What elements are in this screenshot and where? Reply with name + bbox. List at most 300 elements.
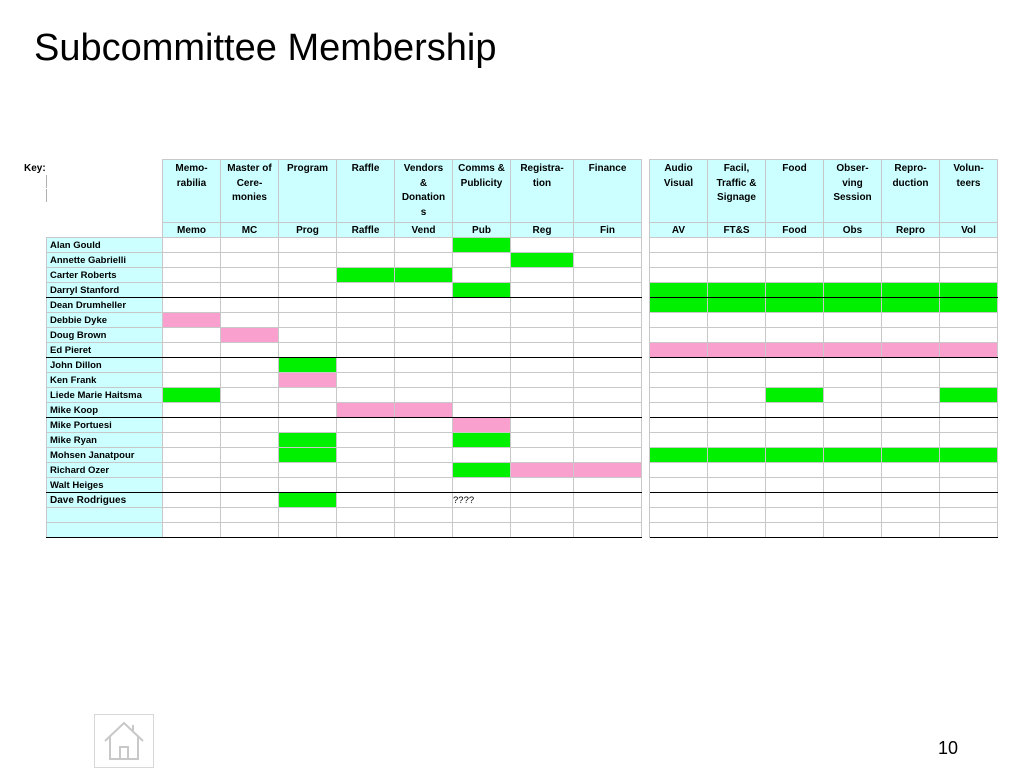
empty-cell [574,508,642,523]
empty-cell [882,268,940,283]
member-cell [650,448,708,463]
empty-cell [940,508,998,523]
member-name: Carter Roberts [47,268,163,283]
empty-cell [708,403,766,418]
empty-cell [940,403,998,418]
member-name: Dean Drumheller [47,298,163,313]
empty-cell [708,433,766,448]
column-abbreviation: Prog [279,223,337,238]
empty-cell [279,388,337,403]
table-row [47,283,998,298]
member-name: Mike Ryan [47,433,163,448]
member-cell [395,268,453,283]
empty-cell [824,388,882,403]
column-header: Food [766,160,824,223]
empty-cell [453,508,511,523]
empty-cell [882,433,940,448]
column-gap [642,373,650,388]
note-cell: ???? [453,493,511,508]
member-cell [824,298,882,313]
empty-cell [337,508,395,523]
member-cell [650,298,708,313]
empty-cell [574,433,642,448]
empty-cell [824,328,882,343]
empty-cell [511,283,574,298]
empty-cell [650,313,708,328]
lead-cell [221,328,279,343]
empty-cell [163,298,221,313]
empty-cell [708,268,766,283]
member-name: Alan Gould [47,238,163,253]
empty-cell [824,523,882,538]
empty-cell [940,523,998,538]
member-cell [766,298,824,313]
empty-cell [163,328,221,343]
member-name [47,523,163,538]
empty-cell [650,433,708,448]
empty-cell [221,448,279,463]
column-gap [642,298,650,313]
empty-cell [574,298,642,313]
empty-cell [511,238,574,253]
table-row [47,493,998,508]
empty-cell [766,403,824,418]
empty-cell [279,343,337,358]
home-button[interactable] [94,714,154,768]
member-cell [882,298,940,313]
empty-cell [650,388,708,403]
lead-cell [395,403,453,418]
member-name: Dave Rodrigues [47,493,163,508]
member-name: Darryl Stanford [47,283,163,298]
empty-cell [940,253,998,268]
empty-cell [511,343,574,358]
empty-cell [163,283,221,298]
column-gap [642,160,650,223]
empty-cell [824,238,882,253]
column-header: Vendors & Donation s [395,160,453,223]
member-cell [163,388,221,403]
empty-cell [650,493,708,508]
empty-cell [882,403,940,418]
column-gap [642,223,650,238]
member-cell [940,283,998,298]
empty-cell [766,508,824,523]
member-name: Ken Frank [47,373,163,388]
column-gap [642,463,650,478]
empty-cell [940,268,998,283]
table-row [47,268,998,283]
empty-cell [221,478,279,493]
empty-cell [574,268,642,283]
empty-cell [511,328,574,343]
lead-cell [824,343,882,358]
empty-cell [650,508,708,523]
empty-cell [766,253,824,268]
lead-cell [163,313,221,328]
empty-cell [574,493,642,508]
empty-cell [940,493,998,508]
column-gap [642,403,650,418]
column-header: Volun- teers [940,160,998,223]
empty-cell [650,403,708,418]
empty-cell [650,373,708,388]
empty-cell [221,313,279,328]
empty-cell [511,373,574,388]
empty-cell [882,253,940,268]
column-gap [642,418,650,433]
empty-cell [708,478,766,493]
empty-cell [221,388,279,403]
empty-cell [766,433,824,448]
empty-cell [453,448,511,463]
empty-cell [279,313,337,328]
member-name: Annette Gabrielli [47,253,163,268]
empty-cell [337,298,395,313]
empty-cell [824,493,882,508]
member-cell [708,283,766,298]
empty-cell [574,253,642,268]
member-name [47,508,163,523]
member-cell [511,253,574,268]
empty-cell [511,298,574,313]
empty-cell [221,238,279,253]
member-name: Mike Portuesi [47,418,163,433]
empty-cell [766,328,824,343]
empty-cell [824,433,882,448]
column-gap [642,493,650,508]
lead-cell [766,343,824,358]
member-cell [708,298,766,313]
empty-cell [337,313,395,328]
lead-cell [453,418,511,433]
column-gap [642,313,650,328]
empty-cell [337,238,395,253]
empty-cell [940,373,998,388]
empty-cell [453,253,511,268]
table-row [47,508,998,523]
empty-cell [824,508,882,523]
empty-cell [337,388,395,403]
empty-cell [766,373,824,388]
empty-cell [221,403,279,418]
column-gap [642,283,650,298]
column-gap [642,328,650,343]
empty-cell [221,283,279,298]
empty-cell [650,268,708,283]
empty-cell [824,253,882,268]
empty-cell [824,268,882,283]
empty-cell [824,463,882,478]
table-row [47,298,998,313]
empty-cell [453,343,511,358]
column-gap [642,253,650,268]
empty-cell [279,403,337,418]
empty-cell [708,358,766,373]
column-gap [642,523,650,538]
empty-cell [766,358,824,373]
table-row [47,358,998,373]
empty-cell [882,523,940,538]
lead-cell [882,343,940,358]
empty-cell [337,523,395,538]
column-header: Obser- ving Session [824,160,882,223]
member-cell [940,388,998,403]
empty-cell [574,448,642,463]
table-row [47,388,998,403]
empty-cell [337,328,395,343]
table-row [47,328,998,343]
empty-cell [221,358,279,373]
member-name: Ed Pieret [47,343,163,358]
column-header: Finance [574,160,642,223]
empty-cell [882,358,940,373]
member-name: Debbie Dyke [47,313,163,328]
member-name: Walt Heiges [47,478,163,493]
empty-cell [940,313,998,328]
empty-cell [574,523,642,538]
empty-cell [574,238,642,253]
empty-cell [824,313,882,328]
member-cell [453,433,511,448]
empty-cell [882,478,940,493]
empty-cell [882,373,940,388]
empty-cell [574,403,642,418]
empty-cell [279,238,337,253]
empty-cell [574,418,642,433]
table-row [47,238,998,253]
empty-cell [163,418,221,433]
column-abbreviation: MC [221,223,279,238]
member-cell [824,283,882,298]
empty-cell [163,253,221,268]
empty-cell [337,448,395,463]
empty-cell [766,238,824,253]
empty-cell [163,463,221,478]
empty-cell [708,238,766,253]
empty-cell [940,238,998,253]
empty-cell [824,373,882,388]
empty-cell [163,373,221,388]
column-header: Repro- duction [882,160,940,223]
empty-cell [453,358,511,373]
abbr-blank [47,223,163,238]
table-row [47,343,998,358]
empty-cell [395,238,453,253]
empty-cell [766,463,824,478]
member-cell [337,268,395,283]
member-cell [940,298,998,313]
member-name: Doug Brown [47,328,163,343]
column-header: Raffle [337,160,395,223]
column-gap [642,358,650,373]
empty-cell [882,313,940,328]
empty-cell [337,343,395,358]
empty-cell [708,328,766,343]
empty-cell [940,328,998,343]
empty-cell [708,388,766,403]
empty-cell [574,388,642,403]
empty-cell [221,268,279,283]
empty-cell [708,508,766,523]
empty-cell [337,478,395,493]
column-abbreviation: Pub [453,223,511,238]
empty-cell [511,358,574,373]
lead-cell [708,343,766,358]
empty-cell [395,388,453,403]
column-gap [642,478,650,493]
empty-cell [766,478,824,493]
empty-cell [453,403,511,418]
table-row [47,253,998,268]
member-cell [766,388,824,403]
membership-table [46,159,998,538]
slide-title: Subcommittee Membership [34,27,497,69]
empty-cell [221,298,279,313]
key-label: Key: [24,163,46,174]
lead-cell [337,403,395,418]
column-header: Program [279,160,337,223]
lead-cell [279,373,337,388]
empty-cell [511,448,574,463]
column-abbreviation: Vol [940,223,998,238]
empty-cell [574,328,642,343]
empty-cell [395,283,453,298]
empty-cell [453,298,511,313]
page-number: 10 [938,738,959,758]
empty-cell [395,373,453,388]
empty-cell [574,313,642,328]
empty-cell [395,478,453,493]
member-cell [279,448,337,463]
empty-cell [511,433,574,448]
empty-cell [337,418,395,433]
empty-cell [163,478,221,493]
table-row [47,373,998,388]
column-abbreviation: Reg [511,223,574,238]
lead-cell [574,463,642,478]
empty-cell [163,433,221,448]
empty-cell [766,268,824,283]
empty-cell [337,283,395,298]
empty-cell [337,358,395,373]
empty-cell [221,373,279,388]
empty-cell [163,523,221,538]
empty-cell [511,268,574,283]
empty-cell [453,373,511,388]
empty-cell [708,523,766,538]
column-header: Facil, Traffic & Signage [708,160,766,223]
member-name: Mohsen Janatpour [47,448,163,463]
empty-cell [650,238,708,253]
empty-cell [395,328,453,343]
column-abbreviation: Obs [824,223,882,238]
column-abbreviation: Memo [163,223,221,238]
empty-cell [453,268,511,283]
empty-cell [882,493,940,508]
home-icon [95,715,153,767]
member-cell [650,283,708,298]
empty-cell [453,313,511,328]
table-row [47,418,998,433]
empty-cell [163,493,221,508]
empty-cell [337,373,395,388]
member-name: Richard Ozer [47,463,163,478]
empty-cell [279,463,337,478]
empty-cell [279,283,337,298]
empty-cell [650,253,708,268]
empty-cell [453,388,511,403]
empty-cell [766,313,824,328]
column-gap [642,238,650,253]
empty-cell [708,418,766,433]
column-abbreviation: Raffle [337,223,395,238]
member-cell [882,283,940,298]
lead-cell [511,463,574,478]
member-name: Mike Koop [47,403,163,418]
empty-cell [279,298,337,313]
empty-cell [395,493,453,508]
column-gap [642,433,650,448]
empty-cell [163,403,221,418]
empty-cell [824,403,882,418]
empty-cell [163,448,221,463]
member-cell [453,463,511,478]
empty-cell [337,463,395,478]
empty-cell [574,478,642,493]
empty-cell [395,523,453,538]
empty-cell [940,358,998,373]
lead-cell [940,343,998,358]
empty-cell [395,463,453,478]
empty-cell [453,478,511,493]
empty-cell [221,523,279,538]
empty-cell [453,523,511,538]
table-row [47,463,998,478]
empty-cell [163,268,221,283]
empty-cell [824,418,882,433]
empty-cell [574,358,642,373]
empty-cell [708,313,766,328]
member-name: John Dillon [47,358,163,373]
empty-cell [337,493,395,508]
empty-cell [395,358,453,373]
empty-cell [221,508,279,523]
empty-cell [453,328,511,343]
empty-cell [511,418,574,433]
column-header: Memo- rabilia [163,160,221,223]
empty-cell [221,433,279,448]
empty-cell [163,358,221,373]
table-row [47,313,998,328]
empty-cell [395,418,453,433]
empty-cell [824,478,882,493]
empty-cell [882,238,940,253]
column-header: Master of Cere- monies [221,160,279,223]
column-abbreviation: Fin [574,223,642,238]
empty-cell [395,313,453,328]
member-cell [279,433,337,448]
member-cell [708,448,766,463]
member-cell [940,448,998,463]
member-cell [766,448,824,463]
empty-cell [221,343,279,358]
empty-cell [650,418,708,433]
empty-cell [395,448,453,463]
empty-cell [221,418,279,433]
empty-cell [940,418,998,433]
empty-cell [650,328,708,343]
